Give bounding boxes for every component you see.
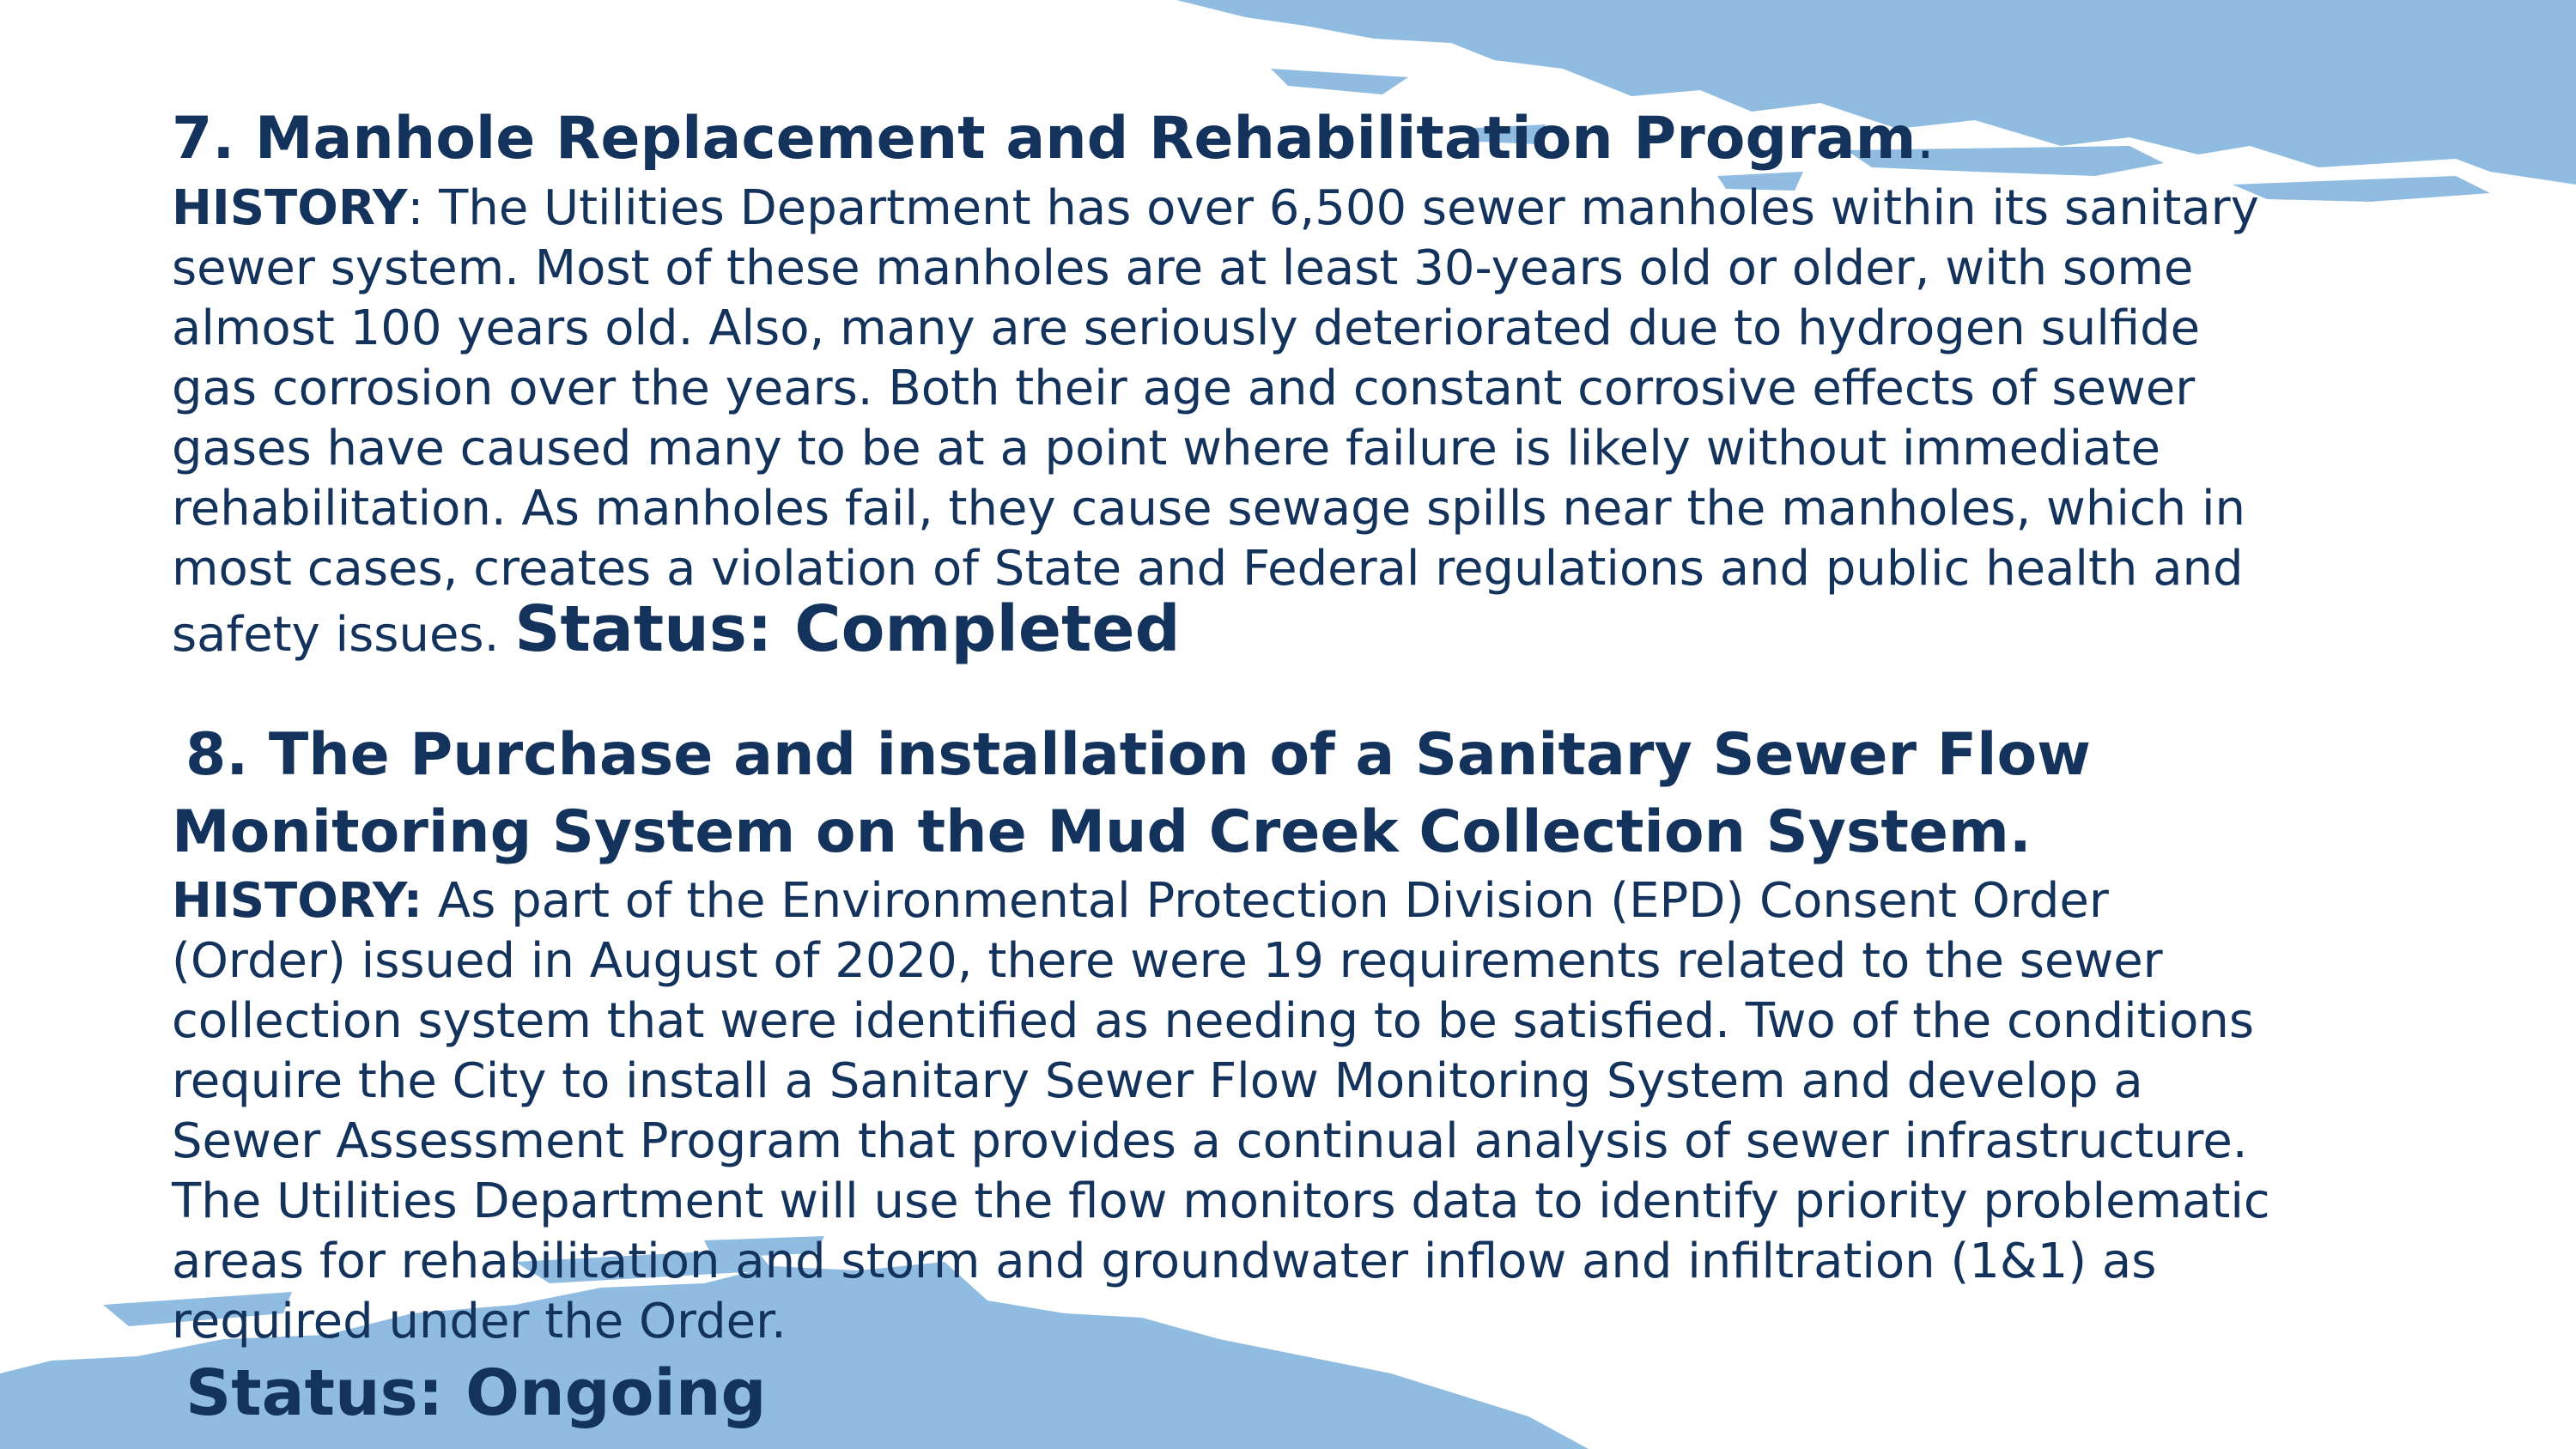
- item8-status: Status: Ongoing: [185, 1356, 767, 1430]
- item7-heading-suffix: .: [1916, 105, 1935, 173]
- item8-heading: [172, 717, 2284, 871]
- item8-history-label: HISTORY:: [172, 873, 422, 929]
- item7-history: [172, 179, 2284, 665]
- item8-history-text: As part of the Environmental Protection Division (EPD) Consent Order (Order) issued in August of 2020, there were 19 requirements related to the sewer collection system that were identified as needing to be satisfied. Two of the conditions require the City to install a Sanitary Sewer Flow Monitoring System and develop a Sewer Assessment Program that provides a continual analysis of sewer infrastructure. The Utilities Department will use the flow monitors data to identify priority problematic areas for rehabilitation and storm and groundwater inflow and infiltration (1&1) as required under the Order.: [172, 873, 2270, 1349]
- item7-history-label: HISTORY: [172, 180, 408, 236]
- item7-heading-text: 7. Manhole Replacement and Rehabilitation Program: [172, 105, 1917, 173]
- item8-heading-line1: 8. The Purchase and installation of a Sanitary Sewer Flow: [185, 721, 2091, 789]
- content: [172, 100, 2284, 1434]
- item8-heading-line2: Monitoring System on the Mud Creek Collection System.: [172, 798, 2032, 866]
- section-spacer: [172, 665, 2284, 717]
- item7-history-text: The Utilities Department has over 6,500 sewer manholes within its sanitary sewer system. Most of these manholes are at least 30-years old or older, with some almost 100 years old. Also, many are seriously deteriorated due to hydrogen sulfide gas corrosion over the years. Both their age and constant corrosive effects of sewer gases have caused many to be at a point where failure is likely without immediate rehabilitation. As manholes fail, they cause sewage spills near the manholes, which in most cases, creates a violation of State and Federal regulations and public health and safety issues.: [172, 180, 2259, 663]
- item7-heading: [172, 100, 2284, 179]
- item7-history-sep: :: [407, 180, 424, 236]
- item7-status: Status: Completed: [514, 592, 1181, 666]
- item8-history: [172, 871, 2284, 1352]
